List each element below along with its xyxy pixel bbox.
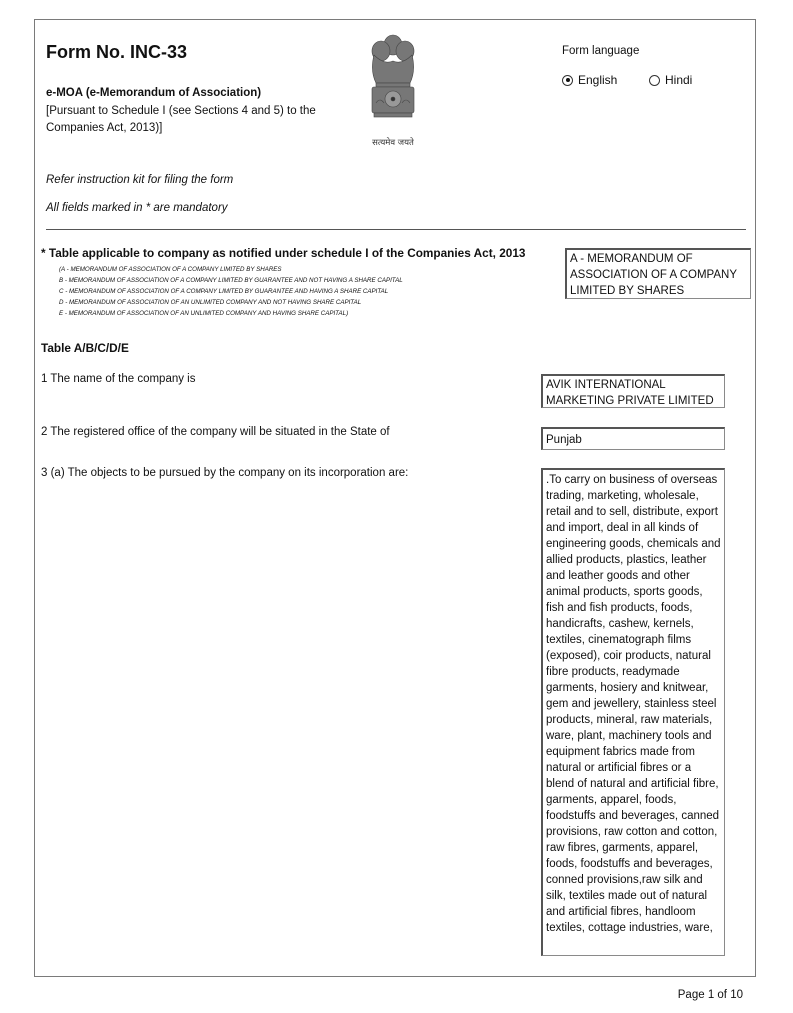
table-option: C - MEMORANDUM OF ASSOCIATION OF A COMPANY LIMITED BY GUARANTEE AND HAVING A SHARE CAPITAL xyxy=(59,287,389,295)
page-number: Page 1 of 10 xyxy=(677,989,743,1001)
divider xyxy=(46,229,746,230)
instruction-mandatory: All fields marked in * are mandatory xyxy=(46,202,228,214)
company-name-label: 1 The name of the company is xyxy=(41,373,196,385)
pursuant-text: [Pursuant to Schedule I (see Sections 4 and 5) to the Companies Act, 2013)] xyxy=(46,105,316,134)
instruction-refer: Refer instruction kit for filing the form xyxy=(46,174,234,186)
radio-unselected-icon[interactable] xyxy=(649,75,660,86)
emblem-motto: सत्यमेव जयते xyxy=(372,138,414,148)
section-title: Table A/B/C/D/E xyxy=(41,341,129,355)
national-emblem-icon xyxy=(362,31,424,155)
radio-english[interactable] xyxy=(562,73,617,87)
objects-label: 3 (a) The objects to be pursued by the company on its incorporation are: xyxy=(41,467,409,479)
table-option: D - MEMORANDUM OF ASSOCIATION OF AN UNLIMITED COMPANY AND NOT HAVING SHARE CAPITAL xyxy=(59,298,362,306)
form-language-label: Form language xyxy=(562,45,640,57)
company-name-field[interactable]: AVIK INTERNATIONAL MARKETING PRIVATE LIMITED xyxy=(541,374,725,408)
radio-english-label: English xyxy=(578,73,618,87)
table-option: E - MEMORANDUM OF ASSOCIATION OF AN UNLIMITED COMPANY AND HAVING SHARE CAPITAL) xyxy=(59,309,349,317)
registered-state-label: 2 The registered office of the company will be situated in the State of xyxy=(41,426,390,438)
table-option: (A - MEMORANDUM OF ASSOCIATION OF A COMPANY LIMITED BY SHARES xyxy=(59,266,282,273)
table-applicable-heading: * Table applicable to company as notified under schedule I of the Companies Act, 2013 xyxy=(41,246,526,260)
objects-field[interactable]: .To carry on business of overseas trading, marketing, wholesale, retail and to sell, distribute, export and import, deal in all kinds of engineering goods, chemicals and allied products, plastics, leather and leather goods and other animal products, sports goods, fish and fish products, foods, handicrafts, cashew, kernels, textiles, cinematograph films (exposed), coir products, natural fibre products, readymade garments, hosiery and knitwear, gem and jewellery, stainless steel products, mineral, raw materials, ware, plant, machinery tools and equipment fabrics made from natural or artificial fibres or a blend of natural and artificial fibre, garments, apparel, foods, foodstuffs and beverages, canned provisions, raw cotton and cotton, raw fibres, garments, apparel, foods, foodstuffs and beverages, conned provisions,raw silk and silk, textiles made out of natural and artificial fibres, handloom textiles, cottage industries, ware, xyxy=(541,468,725,956)
radio-selected-icon[interactable] xyxy=(562,75,573,86)
form-title: Form No. INC-33 xyxy=(46,42,188,62)
table-options-list xyxy=(59,265,403,320)
radio-hindi[interactable] xyxy=(649,73,692,87)
table-applicable-field[interactable]: A - MEMORANDUM OF ASSOCIATION OF A COMPANY LIMITED BY SHARES xyxy=(565,248,751,299)
table-option: B - MEMORANDUM OF ASSOCIATION OF A COMPANY LIMITED BY GUARANTEE AND NOT HAVING A SHARE CAPITAL xyxy=(59,276,403,284)
form-subtitle: e-MOA (e-Memorandum of Association) xyxy=(46,87,262,99)
registered-state-field[interactable]: Punjab xyxy=(541,427,725,450)
radio-hindi-label: Hindi xyxy=(665,73,693,87)
